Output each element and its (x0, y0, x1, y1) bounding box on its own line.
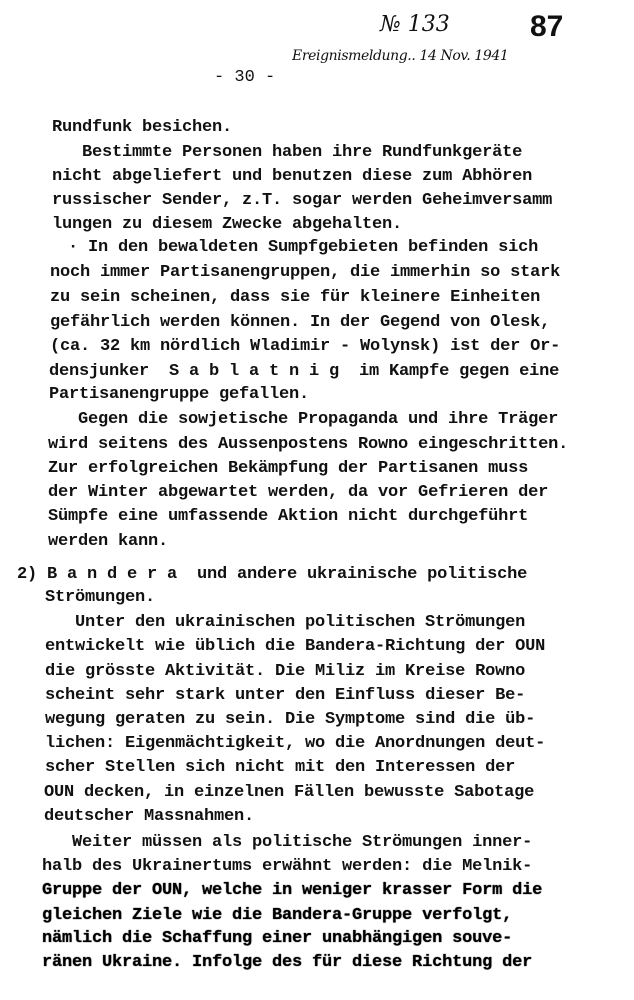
text-line: lichen: Eigenmächtigkeit, wo die Anordnungen deut- (45, 734, 546, 753)
text-line: wird seitens des Aussenpostens Rowno eingeschritten. (48, 435, 569, 454)
text-line: Weiter müssen als politische Strömungen inner- (72, 833, 533, 852)
text-line: lungen zu diesem Zwecke abgehalten. (52, 215, 403, 234)
text-line: densjunker S a b l a t n i g im Kampfe gegen eine (49, 362, 560, 381)
text-line: ränen Ukraine. Infolge des für diese Richtung der (42, 953, 533, 972)
text-line: scher Stellen sich nicht mit den Interessen der (45, 758, 516, 777)
text-line: gleichen Ziele wie die Bandera-Gruppe verfolgt, (42, 906, 513, 925)
text-line: (ca. 32 km nördlich Wladimir - Wolynsk) ist der Or- (50, 337, 561, 356)
text-line: Gegen die sowjetische Propaganda und ihre Träger (78, 410, 559, 429)
text-line: OUN decken, in einzelnen Fällen bewusste Sabotage (44, 783, 535, 802)
text-line: halb des Ukrainertums erwähnt werden: die Melnik- (42, 857, 533, 876)
text-line: Bestimmte Personen haben ihre Rundfunkgeräte (82, 143, 523, 162)
text-line: scheint sehr stark unter den Einfluss dieser Be- (45, 686, 526, 705)
text-line: russischer Sender, z.T. sogar werden Geheimversamm (52, 191, 553, 210)
text-line: entwickelt wie üblich die Bandera-Richtung der OUN (45, 637, 546, 656)
handwritten-note: Ereignismeldung.. 14 Nov. 1941 (292, 48, 509, 64)
text-line: Sümpfe eine umfassende Aktion nicht durchgeführt (48, 507, 529, 526)
text-line: werden kann. (48, 532, 169, 551)
section-heading: 2) B a n d e r a und andere ukrainische politische (17, 565, 528, 584)
text-line: wegung geraten zu sein. Die Symptome sind die üb- (45, 710, 536, 729)
text-line: nicht abgeliefert und benutzen diese zum Abhören (52, 167, 533, 186)
document-number: № 133 (380, 12, 450, 37)
archive-page-number: 87 (530, 10, 564, 43)
text-line: Partisanengruppe gefallen. (49, 385, 310, 404)
text-line: Zur erfolgreichen Bekämpfung der Partisanen muss (48, 459, 529, 478)
section-heading: Strömungen. (45, 588, 156, 607)
typed-page-number: - 30 - (214, 68, 276, 87)
text-line: Unter den ukrainischen politischen Strömungen (75, 613, 526, 632)
text-line: die grösste Aktivität. Die Miliz im Kreise Rowno (45, 662, 526, 681)
text-line: zu sein scheinen, dass sie für kleinere Einheiten (50, 288, 541, 307)
text-line: gefährlich werden können. In der Gegend von Olesk, (50, 313, 551, 332)
text-line: Rundfunk besichen. (52, 118, 233, 137)
text-line: Gruppe der OUN, welche in weniger krasser Form die (42, 881, 543, 900)
text-line: der Winter abgewartet werden, da vor Gefrieren der (48, 483, 549, 502)
text-line: deutscher Massnahmen. (44, 807, 255, 826)
text-line: noch immer Partisanengruppen, die immerhin so stark (50, 263, 561, 282)
text-line: · In den bewaldeten Sumpfgebieten befinden sich (68, 238, 539, 257)
text-line: nämlich die Schaffung einer unabhängigen souve- (42, 929, 513, 948)
